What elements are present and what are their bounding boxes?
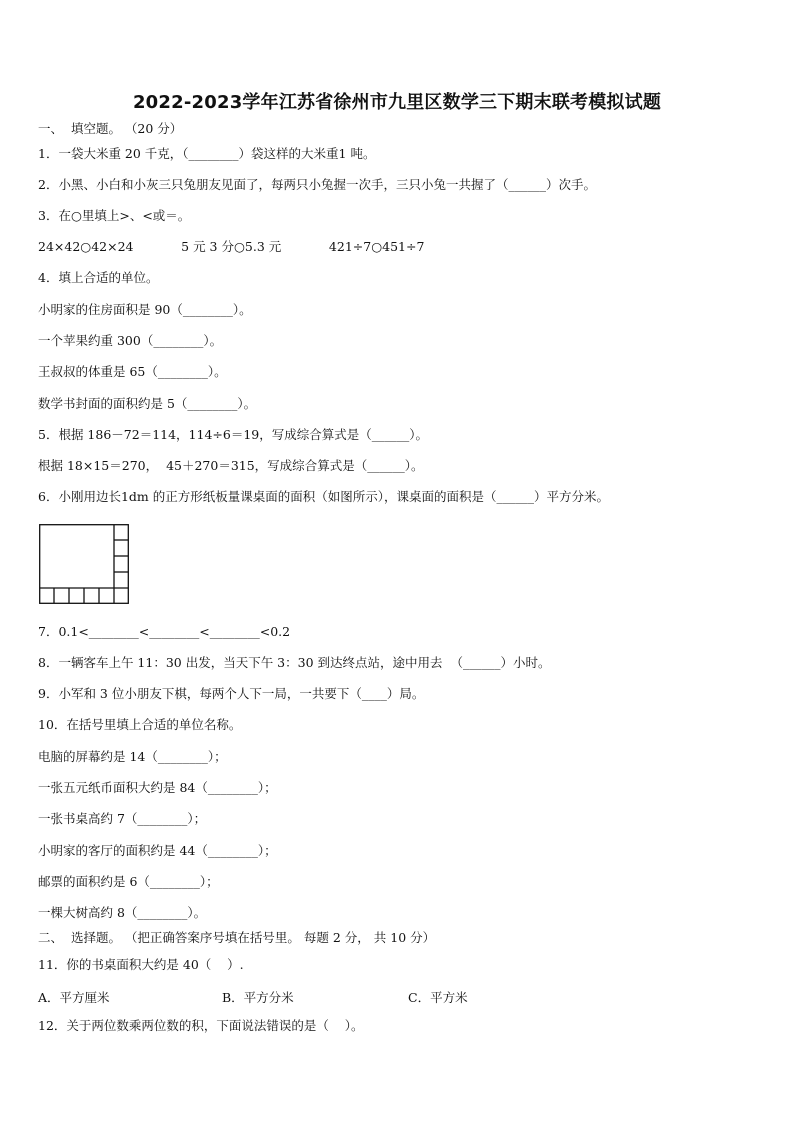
question-5a: 5．根据 186－72＝114，114÷6＝19，写成综合算式是（______）。 (38, 427, 428, 442)
question-9: 9．小军和 3 位小朋友下棋，每两个人下一局，一共要下（____）局。 (38, 686, 425, 701)
question-4b: 一个苹果约重 300（________）。 (38, 333, 223, 348)
question-8: 8．一辆客车上午 11：30 出发，当天下午 3：30 到达终点站，途中用去 （______）小时。 (38, 655, 551, 670)
question-1: 1．一袋大米重 20 千克，（________）袋这样的大米重1 吨。 (38, 146, 376, 161)
question-10: 10．在括号里填上合适的单位名称。 (38, 717, 242, 732)
question-4a: 小明家的住房面积是 90（________）。 (38, 302, 252, 317)
question-3-items: 24×42○42×24 5 元 3 分○5.3 元 421÷7○451÷7 (38, 239, 425, 254)
question-6: 6．小刚用边长1dm 的正方形纸板量课桌面的面积（如图所示），课桌面的面积是（______）平方分米。 (38, 489, 609, 504)
question-2: 2．小黑、小白和小灰三只兔朋友见面了，每两只小兔握一次手，三只小兔一共握了（______）次手。 (38, 177, 596, 192)
desk-grid-figure (39, 524, 129, 604)
question-10d: 小明家的客厅的面积约是 44（________）； (38, 843, 277, 858)
question-10e: 邮票的面积约是 6（________）； (38, 874, 219, 889)
question-4c: 王叔叔的体重是 65（________）。 (38, 364, 227, 379)
question-11-option-b: B．平方分米 (222, 990, 294, 1005)
question-12: 12．关于两位数乘两位数的积，下面说法错误的是（ ）。 (38, 1018, 364, 1033)
question-4d: 数学书封面的面积约是 5（________）。 (38, 396, 257, 411)
question-10a: 电脑的屏幕约是 14（________）； (38, 749, 227, 764)
question-4: 4．填上合适的单位。 (38, 270, 159, 285)
section-fill-blank-heading: 一、 填空题。 （20 分） (38, 121, 183, 136)
question-11-option-a: A．平方厘米 (38, 990, 110, 1005)
question-11-option-c: C．平方米 (408, 990, 468, 1005)
question-10b: 一张五元纸币面积大约是 84（________）； (38, 780, 277, 795)
page-title: 2022-2023学年江苏省徐州市九里区数学三下期末联考模拟试题 (132, 92, 662, 113)
section-choice-heading: 二、 选择题。 （把正确答案序号填在括号里。 每题 2 分， 共 10 分） (38, 930, 436, 945)
question-10c: 一张书桌高约 7（________）； (38, 811, 207, 826)
question-7: 7．0.1<________<________<________<0.2 (38, 624, 291, 639)
question-11: 11．你的书桌面积大约是 40（ ）. (38, 957, 244, 972)
question-5b: 根据 18×15＝270， 45＋270＝315，写成综合算式是（______）。 (38, 458, 424, 473)
question-3: 3．在○里填上>、<或＝。 (38, 208, 191, 223)
question-10f: 一棵大树高约 8（________）。 (38, 905, 207, 920)
